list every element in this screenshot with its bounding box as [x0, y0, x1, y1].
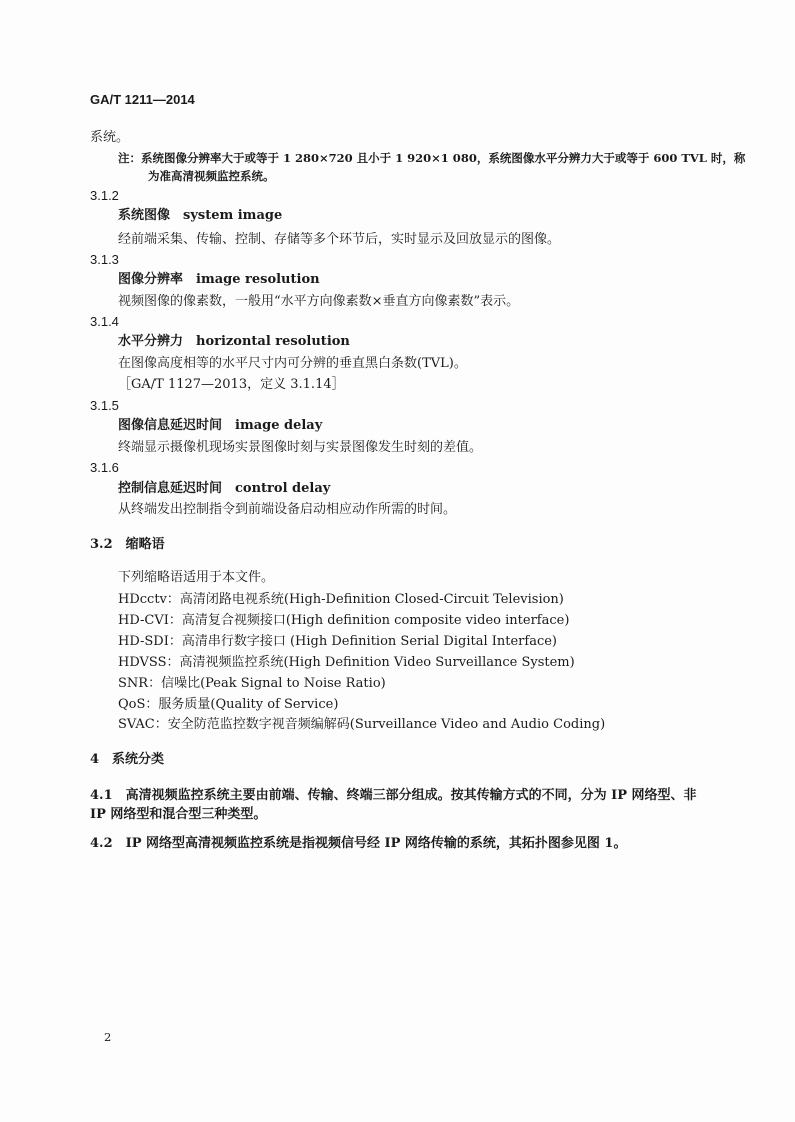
term-reference: ［GA/T 1127—2013，定义 3.1.14］	[118, 377, 345, 392]
term-definition: 视频图像的像素数，一般用“水平方向像素数×垂直方向像素数”表示。	[118, 294, 520, 309]
section-heading-4: 4 系统分类	[90, 752, 165, 767]
abbr-item: HD-SDI：高清串行数字接口 (High Definition Serial Digital Interface)	[118, 634, 557, 649]
term-number: 3.1.3	[90, 252, 119, 267]
paragraph-4-1-cont: IP 网络型和混合型三种类型。	[90, 807, 267, 822]
abbr-item: SNR：信噪比(Peak Signal to Noise Ratio)	[118, 676, 386, 691]
term-title: 系统图像 system image	[118, 208, 283, 223]
abbr-intro: 下列缩略语适用于本文件。	[118, 570, 275, 585]
note-line: 为准高清视频监控系统。	[148, 169, 275, 183]
term-number: 3.1.2	[90, 188, 119, 203]
term-title: 控制信息延迟时间 control delay	[118, 481, 331, 496]
abbr-item: HDcctv：高清闭路电视系统(High-Definition Closed-Circuit Television)	[118, 592, 564, 607]
page-number: 2	[104, 1030, 112, 1044]
term-title: 图像信息延迟时间 image delay	[118, 418, 323, 433]
abbr-item: HDVSS：高清视频监控系统(High Definition Video Surveillance System)	[118, 655, 575, 670]
term-number: 3.1.5	[90, 398, 119, 413]
term-number: 3.1.4	[90, 314, 119, 329]
term-title: 图像分辨率 image resolution	[118, 272, 320, 287]
abbr-item: SVAC：安全防范监控数字视音频编解码(Surveillance Video and Audio Coding)	[118, 717, 606, 732]
term-definition: 从终端发出控制指令到前端设备启动相应动作所需的时间。	[118, 502, 457, 517]
term-title: 水平分辨力 horizontal resolution	[118, 334, 350, 349]
doc-header: GA/T 1211—2014	[90, 92, 195, 107]
paragraph-4-1: 4.1 高清视频监控系统主要由前端、传输、终端三部分组成。按其传输方式的不同，分为 IP 网络型、非	[90, 788, 697, 803]
abbr-item: QoS：服务质量(Quality of Service)	[118, 697, 339, 712]
section-heading-3-2: 3.2 缩略语	[90, 537, 165, 552]
note-line: 注：系统图像分辨率大于或等于 1 280×720 且小于 1 920×1 080，系统图像水平分辨力大于或等于 600 TVL 时，称	[118, 151, 746, 165]
term-definition: 终端显示摄像机现场实景图像时刻与实景图像发生时刻的差值。	[118, 440, 483, 455]
term-definition: 在图像高度相等的水平尺寸内可分辨的垂直黑白条数(TVL)。	[118, 356, 467, 371]
term-number: 3.1.6	[90, 460, 119, 475]
paragraph-4-2: 4.2 IP 网络型高清视频监控系统是指视频信号经 IP 网络传输的系统，其拓扑图参见图 1。	[90, 836, 627, 851]
abbr-item: HD-CVI：高清复合视频接口(High definition composite video interface)	[118, 613, 570, 628]
term-definition: 经前端采集、传输、控制、存储等多个环节后，实时显示及回放显示的图像。	[118, 232, 561, 247]
continued-text: 系统。	[90, 130, 130, 145]
